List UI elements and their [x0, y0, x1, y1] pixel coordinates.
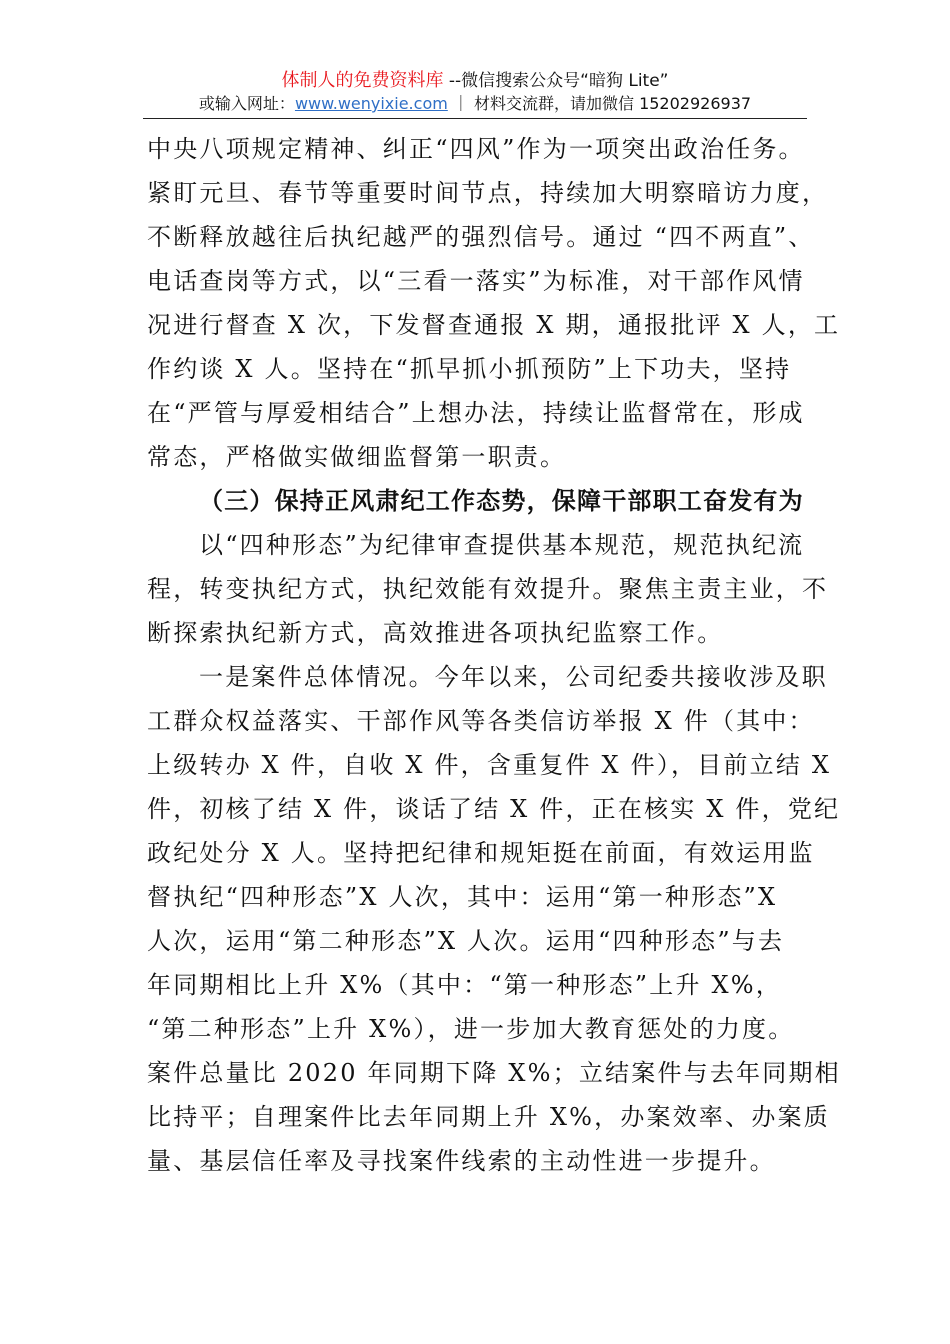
paragraph-line: “第二种形态”上升 X%），进一步加大教育惩处的力度。	[147, 1015, 795, 1043]
brand-title: 体制人的免费资料库	[281, 70, 444, 91]
paragraph-line: 况进行督查 X 次，下发督查通报 X 期，通报批评 X 人，工	[147, 311, 841, 339]
header-tagline: --微信搜索公众号“暗狗 Lite”	[443, 71, 669, 91]
paragraph-line: 作约谈 X 人。坚持在“抓早抓小抓预防”上下功夫，坚持	[147, 355, 792, 383]
paragraph-line: 案件总量比 2020 年同期下降 X%；立结案件与去年同期相	[147, 1059, 841, 1087]
paragraph-line: 不断释放越往后执纪越严的强烈信号。通过 “四不两直”、	[147, 223, 815, 251]
paragraph-line: 督执纪“四种形态”X 人次，其中：运用“第一种形态”X	[147, 883, 778, 911]
paragraph-line: 在“严管与厚爱相结合”上想办法，持续让监督常在，形成	[147, 399, 805, 427]
contact-info: ｜ 材料交流群，请加微信 15202926937	[447, 94, 752, 113]
url-prefix-label: 或输入网址：	[198, 94, 295, 113]
paragraph-line: 一是案件总体情况。今年以来，公司纪委共接收涉及职	[199, 663, 828, 691]
paragraph-line: 年同期相比上升 X%（其中：“第一种形态”上升 X%，	[147, 971, 782, 999]
page-header	[143, 70, 807, 115]
header-divider	[143, 118, 807, 119]
paragraph-line: 量、基层信任率及寻找案件线索的主动性进一步提升。	[147, 1147, 776, 1175]
paragraph-line: 上级转办 X 件，自收 X 件，含重复件 X 件），目前立结 X	[147, 751, 832, 779]
paragraph-line: 程，转变执纪方式，执纪效能有效提升。聚焦主责主业，不	[147, 575, 829, 603]
header-promo-line	[143, 70, 807, 92]
website-link[interactable]: www.wenyixie.com	[294, 94, 448, 113]
paragraph-line: 工群众权益落实、干部作风等各类信访举报 X 件（其中：	[147, 707, 815, 735]
paragraph-line: 件，初核了结 X 件，谈话了结 X 件，正在核实 X 件，党纪	[147, 795, 841, 823]
paragraph-line: 以“四种形态”为纪律审查提供基本规范，规范执纪流	[199, 531, 805, 559]
section-heading: （三）保持正风肃纪工作态势，保障干部职工奋发有为	[199, 486, 804, 515]
paragraph-line: 常态，严格做实做细监督第一职责。	[147, 443, 567, 471]
header-contact-line	[143, 93, 807, 115]
paragraph-line: 中央八项规定精神、纠正“四风”作为一项突出政治任务。	[147, 135, 805, 163]
paragraph-line: 断探索执纪新方式，高效推进各项执纪监察工作。	[147, 619, 724, 647]
paragraph-line: 人次，运用“第二种形态”X 人次。运用“四种形态”与去	[147, 927, 785, 955]
paragraph-line: 电话查岗等方式，以“三看一落实”为标准，对干部作风情	[147, 267, 805, 295]
document-body	[147, 127, 841, 1183]
paragraph-line: 紧盯元旦、春节等重要时间节点，持续加大明察暗访力度，	[147, 179, 829, 207]
paragraph-line: 政纪处分 X 人。坚持把纪律和规矩挺在前面，有效运用监	[147, 839, 815, 867]
paragraph-line: 比持平；自理案件比去年同期上升 X%，办案效率、办案质	[147, 1103, 830, 1131]
